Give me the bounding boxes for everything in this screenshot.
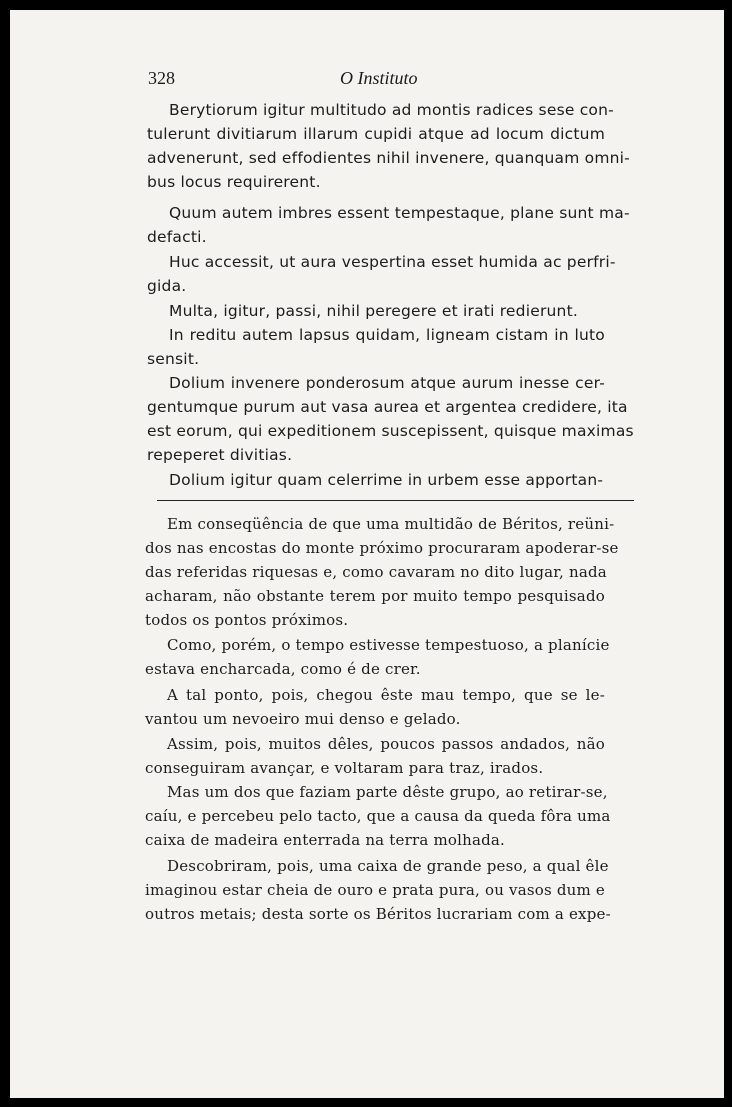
text-line: Dolium invenere ponderosum atque aurum inesse cer- (169, 374, 605, 392)
text-line: dos nas encostas do monte próximo procuraram apoderar-se (145, 539, 619, 557)
text-line: In reditu autem lapsus quidam, ligneam cistam in luto (169, 326, 605, 344)
text-line: est eorum, qui expeditionem suscepissent, quisque maximas (147, 422, 634, 440)
page-number: 328 (148, 68, 175, 88)
text-line: das referidas riquesas e, como cavaram no dito lugar, nada (145, 563, 607, 581)
portuguese-paragraph (145, 633, 610, 681)
section-divider (157, 500, 634, 501)
text-line: caíu, e percebeu pelo tacto, que a causa da queda fôra uma (145, 807, 611, 825)
text-line: Descobriram, pois, uma caixa de grande peso, a qual êle (167, 857, 609, 875)
book-page (10, 10, 724, 1098)
text-line: Huc accessit, ut aura vespertina esset humida ac perfri- (169, 253, 616, 271)
text-line: Em conseqüência de que uma multidão de Béritos, reüni- (167, 515, 615, 533)
running-title: O Instituto (340, 68, 418, 88)
text-line: imaginou estar cheia de ouro e prata pura, ou vasos dum e (145, 881, 605, 899)
text-line: todos os pontos próximos. (145, 611, 349, 629)
text-line: Mas um dos que faziam parte dêste grupo, ao retirar-se, (167, 783, 608, 801)
text-line: Quum autem imbres essent tempestaque, plane sunt ma- (169, 204, 630, 222)
text-line: sensit. (147, 350, 200, 368)
latin-paragraph (147, 323, 605, 371)
text-line: outros metais; desta sorte os Béritos lucrariam com a expe- (145, 905, 611, 923)
portuguese-paragraph (145, 683, 605, 731)
text-line: Berytiorum igitur multitudo ad montis radices sese con- (169, 101, 614, 119)
portuguese-paragraph (145, 512, 619, 632)
text-line: bus locus requirerent. (147, 173, 321, 191)
latin-paragraph (147, 98, 630, 194)
portuguese-paragraph (145, 854, 611, 926)
text-line: Como, porém, o tempo estivesse tempestuoso, a planície (167, 636, 610, 654)
latin-paragraph (147, 299, 605, 323)
text-line: Assim, pois, muitos dêles, poucos passos andados, não (167, 735, 605, 753)
text-line: caixa de madeira enterrada na terra molhada. (145, 831, 506, 849)
latin-paragraph (147, 201, 630, 249)
text-line: vantou um nevoeiro mui denso e gelado. (145, 710, 461, 728)
latin-paragraph (147, 468, 605, 492)
text-line: Multa, igitur, passi, nihil peregere et irati redierunt. (169, 302, 578, 320)
latin-paragraph (147, 371, 634, 467)
text-line: Dolium igitur quam celerrime in urbem esse apportan- (169, 471, 604, 489)
text-line: defacti. (147, 228, 207, 246)
portuguese-paragraph (145, 732, 605, 780)
text-line: repeperet divitias. (147, 446, 293, 464)
text-line: gentumque purum aut vasa aurea et argentea credidere, ita (147, 398, 628, 416)
portuguese-paragraph (145, 780, 611, 852)
text-line: conseguiram avançar, e voltaram para traz, irados. (145, 759, 544, 777)
text-line: acharam, não obstante terem por muito tempo pesquisado (145, 587, 605, 605)
text-line: gida. (147, 277, 187, 295)
text-line: A tal ponto, pois, chegou êste mau tempo, que se le- (167, 686, 605, 704)
page-header (148, 68, 628, 92)
latin-paragraph (147, 250, 616, 298)
text-line: estava encharcada, como é de crer. (145, 660, 421, 678)
text-line: tulerunt divitiarum illarum cupidi atque ad locum dictum (147, 125, 605, 143)
text-line: advenerunt, sed effodientes nihil invenere, quanquam omni- (147, 149, 630, 167)
